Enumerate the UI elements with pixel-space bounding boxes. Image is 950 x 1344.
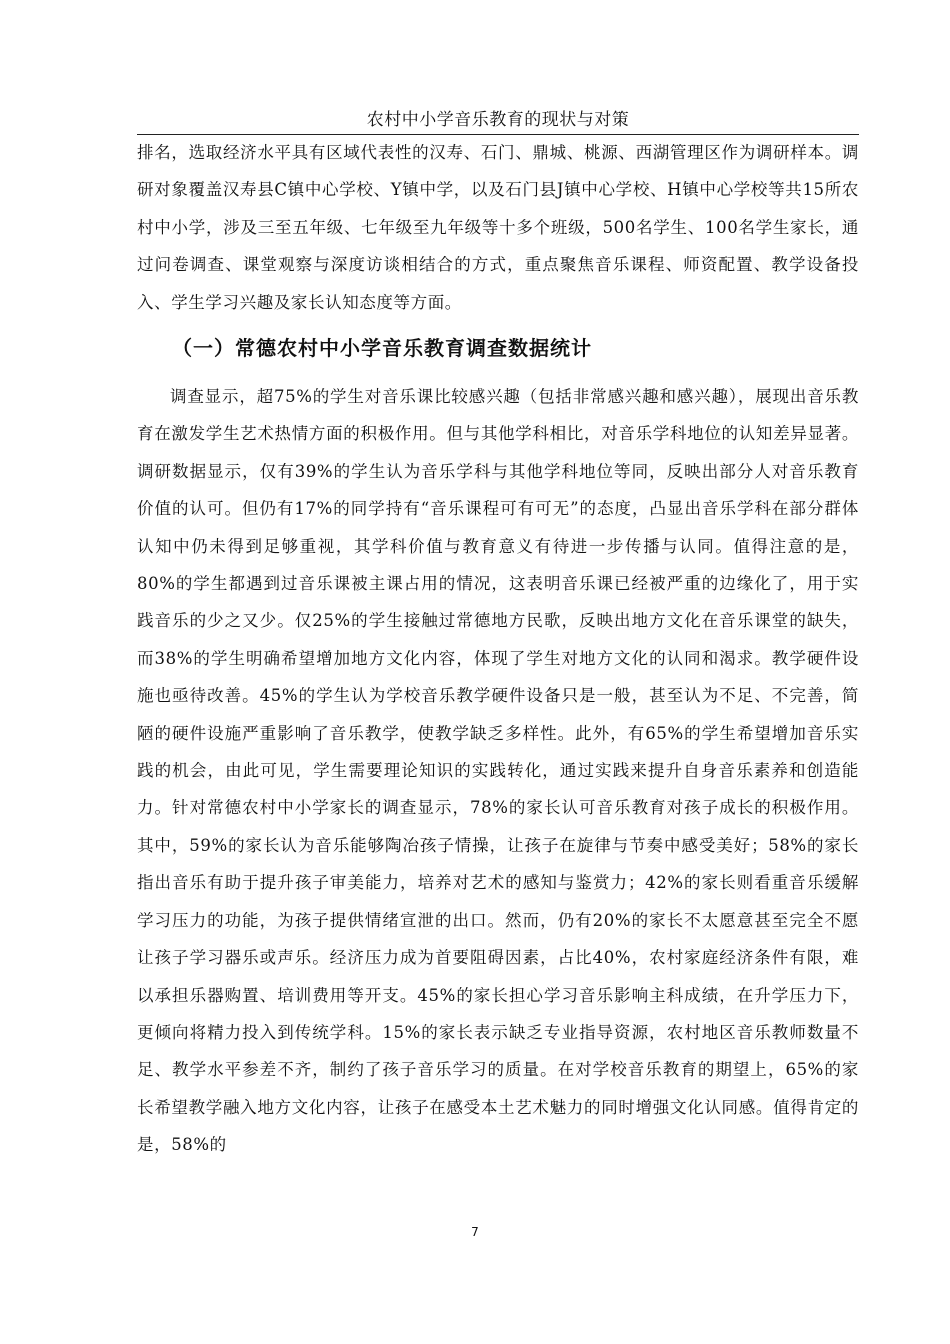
intro-paragraph: 排名，选取经济水平具有区域代表性的汉寿、石门、鼎城、桃源、西湖管理区作为调研样本。调研对象覆盖汉寿县C镇中心学校、Y镇中学，以及石门县J镇中心学校、H镇中心学校等共15所农村中小学，涉及三至五年级、七年级至九年级等十多个班级，500名学生、100名学生家长，通过问卷调查、课堂观察与深度访谈相结合的方式，重点聚焦音乐课程、师资配置、教学设备投入、学生学习兴趣及家长认知态度等方面。	[137, 143, 859, 312]
page-number: 7	[471, 1225, 479, 1239]
survey-paragraph: 调查显示，超75%的学生对音乐课比较感兴趣（包括非常感兴趣和感兴趣），展现出音乐教育在激发学生艺术热情方面的积极作用。但与其他学科相比，对音乐学科地位的认知差异显著。调研数据显示，仅有39%的学生认为音乐学科与其他学科地位等同，反映出部分人对音乐教育价值的认可。但仍有17%的同学持有“音乐课程可有可无”的态度，凸显出音乐学科在部分群体认知中仍未得到足够重视，其学科价值与教育意义有待进一步传播与认同。值得注意的是，80%的学生都遇到过音乐课被主课占用的情况，这表明音乐课已经被严重的边缘化了，用于实践音乐的少之又少。仅25%的学生接触过常德地方民歌，反映出地方文化在音乐课堂的缺失，而38%的学生明确希望增加地方文化内容，体现了学生对地方文化的认同和渴求。教学硬件设施也亟待改善。45%的学生认为学校音乐教学硬件设备只是一般，甚至认为不足、不完善，简陋的硬件设施严重影响了音乐教学，使教学缺乏多样性。此外，有65%的学生希望增加音乐实践的机会，由此可见，学生需要理论知识的实践转化，通过实践来提升自身音乐素养和创造能力。针对常德农村中小学家长的调查显示，78%的家长认可音乐教育对孩子成长的积极作用。其中，59%的家长认为音乐能够陶冶孩子情操，让孩子在旋律与节奏中感受美好；58%的家长指出音乐有助于提升孩子审美能力，培养对艺术的感知与鉴赏力；42%的家长则看重音乐缓解学习压力的功能，为孩子提供情绪宣泄的出口。然而，仍有20%的家长不太愿意甚至完全不愿让孩子学习器乐或声乐。经济压力成为首要阻碍因素，占比40%，农村家庭经济条件有限，难以承担乐器购置、培训费用等开支。45%的家长担心学习音乐影响主科成绩，在升学压力下，更倾向将精力投入到传统学科。15%的家长表示缺乏专业指导资源，农村地区音乐教师数量不足、教学水平参差不齐，制约了孩子音乐学习的质量。在对学校音乐教育的期望上，65%的家长希望教学融入地方文化内容，让孩子在感受本土艺术魅力的同时增强文化认同感。值得肯定的是，58%的	[137, 387, 859, 1155]
running-header: 农村中小学音乐教育的现状与对策	[366, 110, 630, 130]
section-heading: （一）常德农村中小学音乐教育调查数据统计	[172, 336, 592, 360]
